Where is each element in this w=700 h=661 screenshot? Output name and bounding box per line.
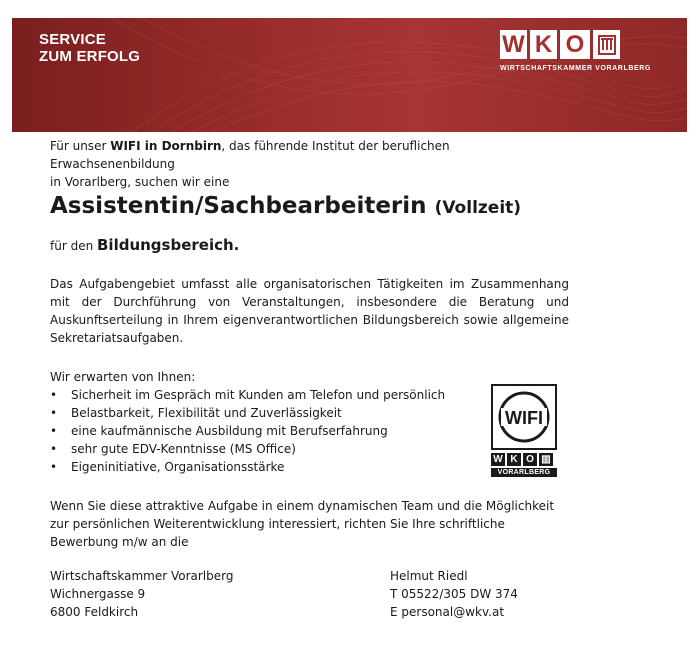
requirements-heading: Wir erwarten von Ihnen: [50,370,196,384]
wko-letter-k: K [530,30,557,59]
slogan-line-2: ZUM ERFOLG [39,48,141,65]
intro-post: , das führende Institut der beruflichen Erwachsenenbildung [50,139,450,171]
application-line-1: Wenn Sie diese attraktive Aufgabe in einem dynamischen Team und die Möglichkeit [50,499,555,513]
requirements-list [50,386,490,476]
job-title-text: Assistentin/Sachbearbeiterin [50,193,427,219]
intro-pre: Für unser [50,139,111,153]
list-item: • Belastbarkeit, Flexibilität und Zuverlässigkeit [50,404,490,422]
description-text: Das Aufgabengebiet umfasst alle organisatorischen Tätigkeiten im Zusammenhang mit der Durchführung von Veranstaltungen, insbesondere die Beratung und Auskunftserteilung in Ihrem eigenverantwortlichen Bildungsbereich sowie allgemeine Sekretariatsaufgaben. [50,277,569,345]
application-line-3: Bewerbung m/w an die [50,535,189,549]
department-name: Bildungsbereich. [97,236,240,254]
wko-letter-o: O [560,30,590,59]
address-street: Wichnergasse 9 [50,587,146,601]
department [50,236,239,254]
wifi-crest-icon: ▥ [539,453,553,466]
contact-phone: T 05522/305 DW 374 [390,587,518,601]
wifi-letter-o: O [523,453,537,466]
application-text [50,497,570,551]
contact-block [390,567,518,621]
wifi-logo [491,384,557,477]
intro-line-2: in Vorarlberg, suchen wir eine [50,175,230,189]
application-line-2: zur persönlichen Weiterentwicklung interessiert, richten Sie Ihre schriftliche [50,517,505,531]
requirements [50,368,490,476]
wko-logo [500,30,660,72]
wifi-subtitle: VORARLBERG [491,468,557,477]
intro-text [50,137,570,191]
list-item: • Sicherheit im Gespräch mit Kunden am Telefon und persönlich [50,386,490,404]
job-title [50,193,521,219]
address-city: 6800 Feldkirch [50,605,139,619]
list-item: • eine kaufmännische Ausbildung mit Berufserfahrung [50,422,490,440]
slogan [39,31,140,65]
header-banner [12,18,687,132]
wifi-emblem-icon [491,384,557,450]
wifi-letter-w: W [491,453,505,466]
crest-icon [593,30,620,59]
slogan-line-1: SERVICE [39,31,106,48]
list-item: • Eigeninitiative, Organisationsstärke [50,458,490,476]
list-item: • sehr gute EDV-Kenntnisse (MS Office) [50,440,490,458]
job-description [50,275,569,347]
department-pre: für den [50,239,97,253]
contact-name: Helmut Riedl [390,569,468,583]
address-block [50,567,233,621]
wko-subtitle: WIRTSCHAFTSKAMMER VORARLBERG [500,65,651,72]
job-type: (Vollzeit) [434,198,522,218]
wko-letter-w: W [500,30,527,59]
wifi-letter-k: K [507,453,521,466]
address-org: Wirtschaftskammer Vorarlberg [50,569,234,583]
wifi-logo-text: WIFI [505,408,543,428]
intro-bold: WIFI in Dornbirn [110,139,222,153]
contact-email[interactable]: E personal@wkv.at [390,605,505,619]
